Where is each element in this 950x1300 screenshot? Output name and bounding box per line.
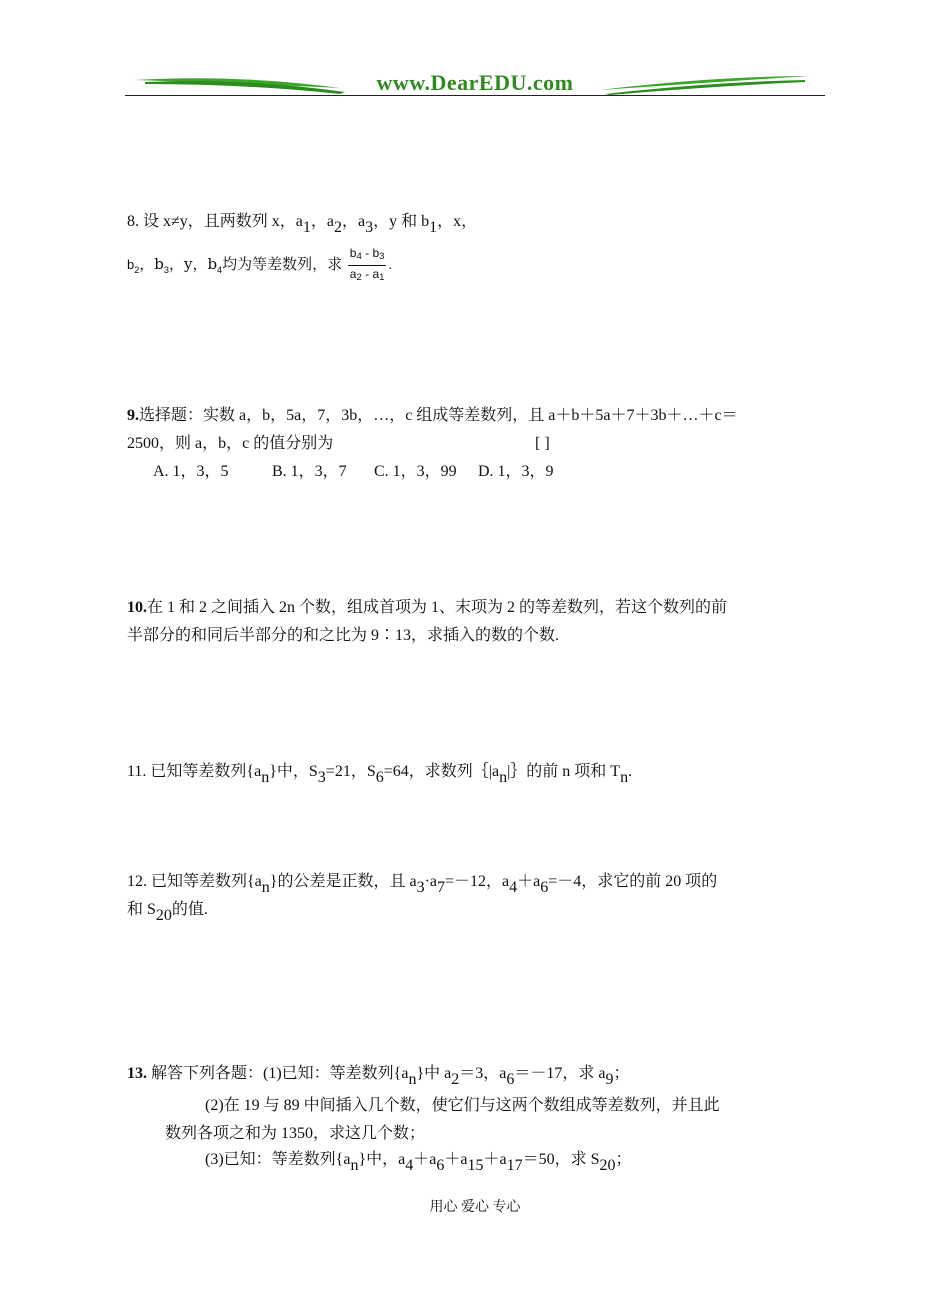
- q9-option-c: C. 1，3，99: [374, 463, 457, 480]
- q8-fraction: $\frac{b_4 - b_3}{a_2 - a_1}$: [349, 246, 385, 283]
- q11-line: 11. 已知等差数列$\{a_n\}$中，$S_3=21$，$S_6=64$，求数列$\{|a_n|\}$的前 n 项和 $T_n$.: [127, 763, 633, 786]
- q9-line2: 2500，则 a，b，c 的值分别为: [127, 435, 334, 452]
- q8-line1: 8. 设 x≠y，且两数列 x，$a_1$，$a_2$，$a_3$，y 和 $b_1$，x，: [127, 213, 478, 236]
- site-logo-text[interactable]: www.DearEDU.com: [376, 70, 574, 95]
- q13-line2: (2)在 19 与 89 中间插入几个数，使它们与这两个数组成等差数列，并且此: [205, 1097, 720, 1114]
- q9-line1: 9.选择题：实数 a，b，5a，7，3b，…，c 组成等差数列，且 a＋b＋5a＋7＋3b＋…＋c＝: [127, 407, 738, 424]
- q9-option-a: A. 1，3，5: [153, 463, 229, 480]
- site-header: [125, 68, 825, 102]
- q9-option-d: D. 1，3，9: [478, 463, 554, 480]
- q13-line3: 数列各项之和为 1350，求这几个数；: [165, 1125, 426, 1142]
- q10-line2: 半部分的和同后半部分的和之比为 9∶13，求插入的数的个数.: [127, 627, 560, 644]
- q8-line2: $b_2$，$b_3$，y，$b_4$均为等差数列，求 $\frac{b_4 - b_3}{a_2 - a_1}$ .: [127, 246, 393, 283]
- q10-line1: 10.在 1 和 2 之间插入 2n 个数，组成首项为 1、末项为 2 的等差数列，若这个数列的前: [127, 599, 728, 616]
- q12-line2: 和 $S_{20}$的值.: [127, 901, 208, 924]
- header-rule: [125, 95, 825, 96]
- q13-line1: 13. 解答下列各题：(1)已知：等差数列$\{a_n\}$中 $a_2=3$，$a_6=-17$，求 $a_9$；: [127, 1065, 630, 1088]
- q9-answer-bracket: [ ]: [535, 435, 550, 452]
- q12-line1: 12. 已知等差数列$\{a_n\}$的公差是正数，且 $a_3\cdot a_7=-12$，$a_4+a_6=-4$，求它的前 20 项的: [127, 873, 718, 896]
- q9-option-b: B. 1，3，7: [272, 463, 347, 480]
- q13-line4: (3)已知：等差数列$\{a_n\}$中，$a_4+a_6+a_{15}+a_{17}=50$，求 $S_{20}$；: [205, 1151, 632, 1174]
- page-footer: 用心 爱心 专心: [429, 1200, 521, 1215]
